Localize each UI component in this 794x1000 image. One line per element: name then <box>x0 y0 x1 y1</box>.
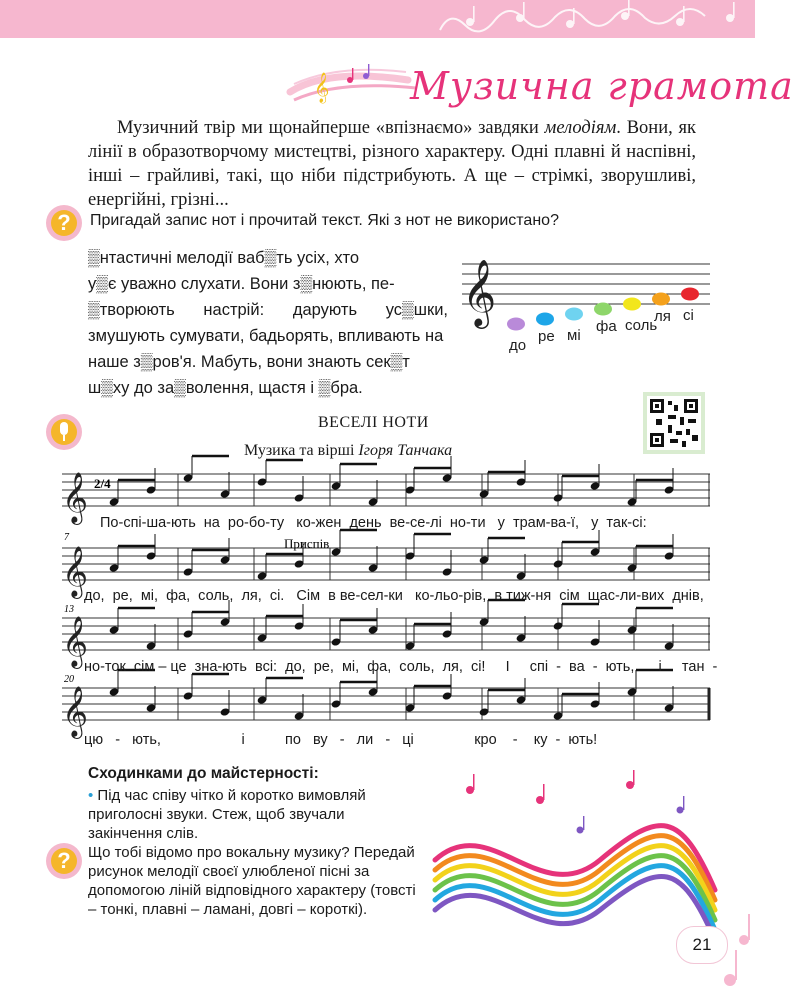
bullet-icon: • <box>88 787 98 804</box>
lyric-line: до, ре, мі, фа, соль, ля, сі. Сім в ве-сел-ки ко-льо-рів, в тиж-ня сім щас-ли-вих днів, <box>84 588 704 604</box>
measure-number: 7 <box>64 532 69 543</box>
mastery-tip <box>88 786 416 843</box>
refrain-label: Приспів <box>284 536 330 551</box>
treble-clef-icon: 𝄞 <box>462 258 497 326</box>
music-ribbons-illustration <box>430 770 720 960</box>
puzzle-line: наше з▒ров'я. Мабуть, вони знають сек▒т <box>88 353 410 371</box>
intro-italic: мелодіям <box>544 118 617 138</box>
time-signature: 2/4 <box>94 476 111 491</box>
song-credit <box>244 442 452 460</box>
scale-label: ре <box>538 328 555 345</box>
music-notes-decoration <box>430 0 755 38</box>
lyric-line: но-ток сім – це зна-ють всі: до, ре, мі, фа, соль, ля, сі! І спі - ва - ють, і тан - <box>84 659 718 675</box>
note-scale-staff <box>462 250 710 360</box>
microphone-icon <box>46 414 82 450</box>
treble-clef-icon: 𝄞 <box>62 472 89 523</box>
scale-label: сі <box>683 307 694 324</box>
puzzle-line: у▒є уважно слухати. Вони з▒нюють, пе- <box>88 275 395 293</box>
scale-label: до <box>509 337 527 354</box>
question-icon: ? <box>46 843 82 879</box>
measure-number: 13 <box>64 604 74 615</box>
puzzle-line: ▒творюють настрій: дарують ус▒шки, змушують сумувати, бадьорять, впливають на <box>88 301 448 345</box>
scale-note-ля <box>652 293 670 306</box>
intro-paragraph <box>88 116 696 212</box>
qr-code-icon[interactable] <box>643 392 705 454</box>
song-score <box>62 462 712 762</box>
svg-text:𝄞: 𝄞 <box>314 73 330 103</box>
treble-clef-icon: 𝄞 <box>62 546 89 597</box>
question-icon: ? <box>46 205 82 241</box>
intro-text-2: . Вони, як лінії в образотворчому мистецтві, різного характеру. Одні плавні й наспівні, інші – грайливі, такі, що ніби підстрибують. А ще – стрімкі, зворушливі, енергійні, грізні... <box>88 118 697 210</box>
scale-note-ре <box>536 313 554 326</box>
task-1-text: Пригадай запис нот і прочитай текст. Які з нот не використано? <box>90 212 559 229</box>
scale-label: мі <box>567 327 581 344</box>
scale-note-до <box>507 318 525 331</box>
scale-note-соль <box>623 298 641 311</box>
task-2-text: Що тобі відомо про вокальну музику? Передай рисунок мелодії своєї улюбленої пісні за допомогою ліній відповідного характеру (товсті – тонкі, плавні – ламані, довгі – короткі). <box>88 844 416 918</box>
song-title: ВЕСЕЛІ НОТИ <box>318 414 429 431</box>
mastery-heading: Сходинками до майстерності: <box>88 765 319 782</box>
credit-prefix: Музика та вірші <box>244 442 359 459</box>
scale-label: фа <box>596 318 617 335</box>
treble-clef-icon: 𝄞 <box>62 686 89 737</box>
scale-note-мі <box>565 308 583 321</box>
scale-note-сі <box>681 288 699 301</box>
note-puzzle-text <box>88 245 448 401</box>
credit-author: Ігоря Танчака <box>358 442 453 459</box>
puzzle-line: ▒нтастичні мелодії ваб▒ть усіх, хто <box>88 249 360 267</box>
page-number: 21 <box>676 926 728 964</box>
mastery-tip-text: Під час співу чітко й коротко вимовляй приголосні звуки. Стеж, щоб звучали закінчення слів. <box>88 787 366 842</box>
measure-number: 20 <box>64 674 74 685</box>
puzzle-line: ш▒ху до за▒волення, щастя і ▒бра. <box>88 379 363 397</box>
title-swoosh-icon <box>288 58 428 118</box>
scale-note-фа <box>594 303 612 316</box>
page-title: Музична грамота <box>410 64 794 108</box>
scale-label: ля <box>654 308 671 325</box>
treble-clef-icon: 𝄞 <box>62 616 89 667</box>
lyric-line: По-спі-ша-ють на ро-бо-ту ко-жен день ве-се-лі но-ти у трам-ва-ї, у так-сі: <box>100 515 647 531</box>
intro-text-1: Музичний твір ми щонайперше «впізнаємо» завдяки <box>116 118 545 138</box>
lyric-line: цю - ють, і по ву - ли - ці кро - ку - ють! <box>84 732 598 748</box>
section-header <box>288 58 794 118</box>
scale-label: соль <box>625 317 658 334</box>
